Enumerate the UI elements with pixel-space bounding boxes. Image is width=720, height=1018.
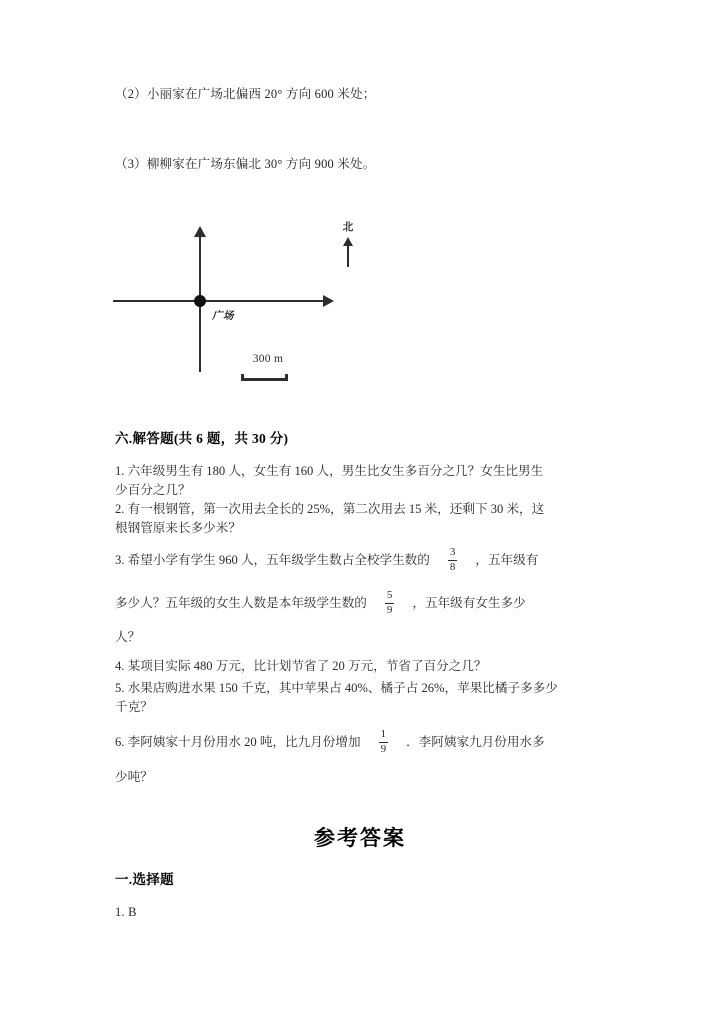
- question-3-text-b: ，五年级有: [475, 552, 539, 567]
- fraction-numerator: 3: [449, 546, 456, 558]
- direction-diagram: [100, 200, 400, 400]
- origin-point-dot: [194, 295, 206, 307]
- fraction-denominator: 9: [386, 603, 393, 616]
- question-3-text-a: 3. 希望小学有学生 960 人，五年级学生数占全校学生数的: [115, 552, 430, 567]
- origin-label: 广场: [212, 311, 234, 322]
- section-heading-six: 六.解答题(共 6 题，共 30 分): [115, 431, 289, 446]
- question-item-3: （3）柳柳家在广场东偏北 30° 方向 900 米处。: [115, 157, 376, 171]
- question-5-line-1: 5. 水果店购进水果 150 千克，其中苹果占 40%、橘子占 26%，苹果比橘子多多少: [115, 681, 558, 695]
- fraction-five-ninths: [385, 590, 395, 617]
- fraction-numerator: 1: [380, 728, 387, 740]
- question-5-line-2: 千克？: [115, 700, 153, 714]
- reference-answers-title: 参考答案: [314, 826, 406, 850]
- north-arrow-icon: [194, 226, 206, 237]
- question-6-text-b: ．李阿姨家九月份用水多: [406, 734, 545, 749]
- fraction-numerator: 5: [386, 589, 393, 601]
- fraction-one-ninth: [379, 729, 389, 756]
- scale-bar-line: [241, 374, 288, 381]
- fraction-three-eighths: [448, 547, 458, 574]
- north-label: 北: [342, 222, 354, 233]
- fraction-denominator: 8: [449, 560, 456, 573]
- horizontal-axis-line: [113, 300, 325, 302]
- answer-item-1: 1. B: [115, 905, 137, 919]
- question-1-line-2: 少百分之几？: [115, 483, 191, 497]
- question-6-text-a: 6. 李阿姨家十月份用水 20 吨，比九月份增加: [115, 734, 361, 749]
- scale-bar-group: [238, 352, 298, 366]
- question-3-text-c: 多少人？五年级的女生人数是本年级学生数的: [115, 595, 367, 610]
- scale-bar-label: 300 m: [252, 353, 284, 365]
- north-compass-shaft: [347, 245, 349, 267]
- question-2-line-2: 根钢管原来长多少米？: [115, 521, 241, 535]
- question-3-line-2: [115, 589, 620, 616]
- fraction-denominator: 9: [380, 742, 387, 755]
- question-2-line-1: 2. 有一根钢管，第一次用去全长的 25%，第二次用去 15 米，还剩下 30 米，这: [115, 502, 545, 516]
- question-item-2: （2）小丽家在广场北偏西 20° 方向 600 米处；: [115, 87, 376, 101]
- question-3-line-1: [115, 546, 620, 573]
- question-6-line-2: 少吨？: [115, 770, 153, 784]
- question-1-line-1: 1. 六年级男生有 180 人，女生有 160 人，男生比女生多百分之几？女生比男生: [115, 464, 544, 478]
- question-4-line-1: 4. 某项目实际 480 万元，比计划节省了 20 万元，节省了百分之几？: [115, 659, 487, 673]
- answer-subsection-heading-choice: 一.选择题: [115, 872, 174, 887]
- east-arrow-icon: [323, 295, 334, 307]
- question-6-line-1: [115, 728, 620, 755]
- question-3-text-d: ，五年级有女生多少: [412, 595, 526, 610]
- question-3-line-3: 人？: [115, 630, 141, 644]
- north-indicator: [336, 222, 360, 234]
